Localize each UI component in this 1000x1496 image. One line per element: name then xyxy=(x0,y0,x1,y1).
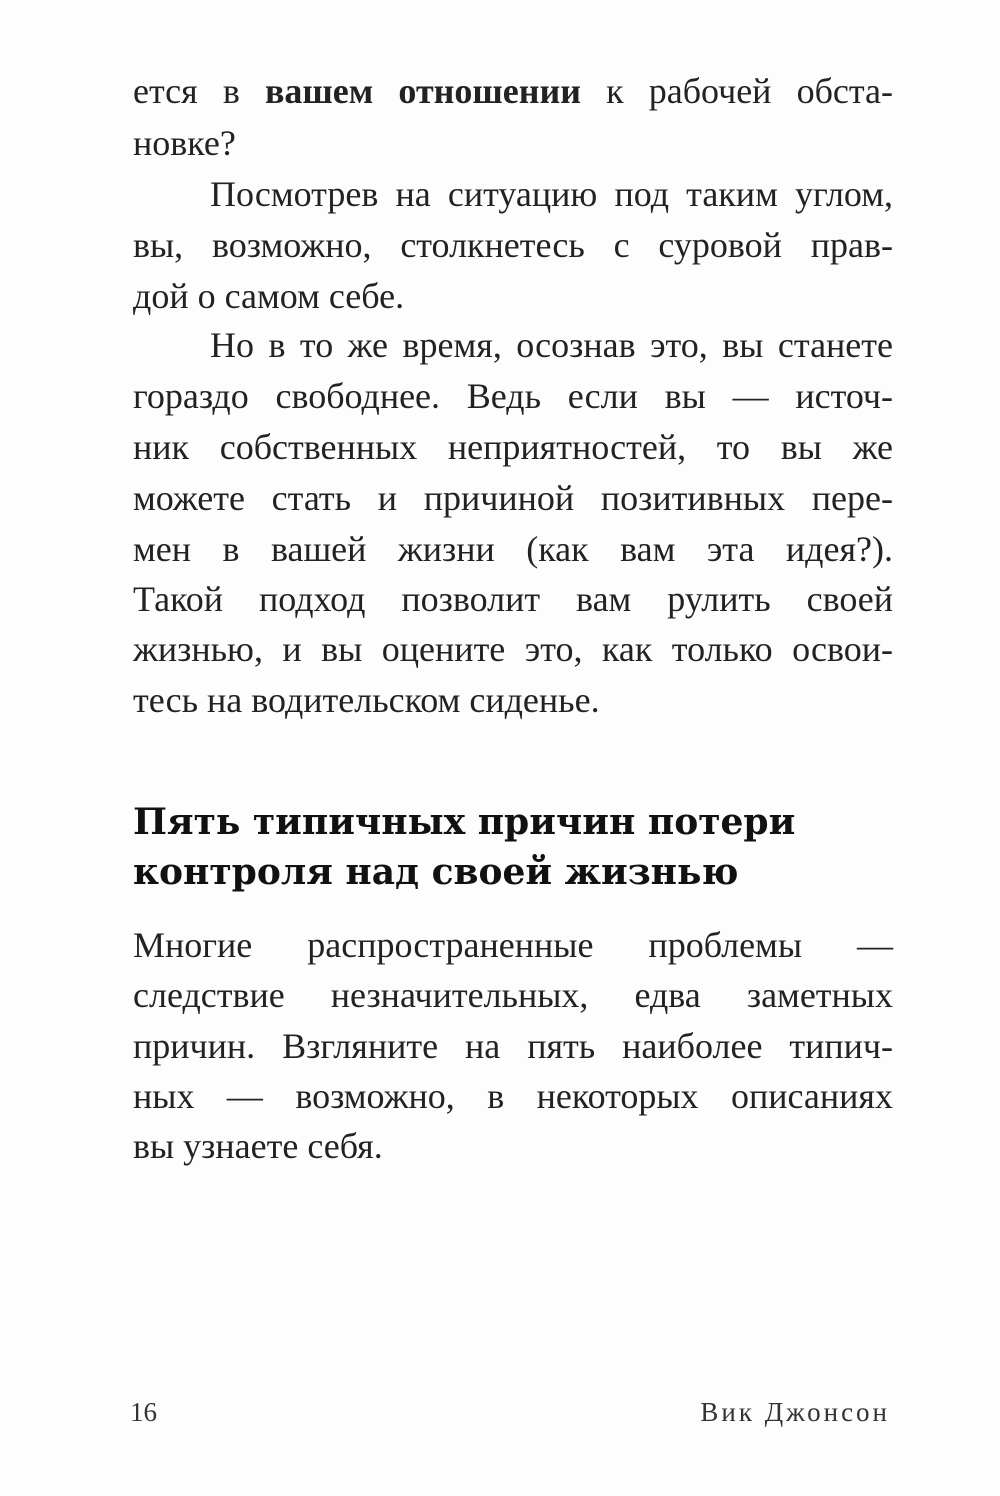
body-line: ник собственных неприятностей, то вы же xyxy=(133,427,893,467)
body-line: мен в вашей жизни (как вам эта идея?). xyxy=(133,529,893,569)
body-line: вы узнаете себя. xyxy=(133,1126,383,1166)
section-heading-line: контроля над своей жизнью xyxy=(133,851,739,893)
section-heading-line: Пять типичных причин потери xyxy=(133,801,796,843)
body-text: ется в xyxy=(133,71,265,111)
body-line: новке? xyxy=(133,123,236,163)
body-line: причин. Взгляните на пять наиболее типич- xyxy=(133,1026,893,1066)
body-text: к рабочей обста- xyxy=(580,71,893,111)
body-line: дой о самом себе. xyxy=(133,276,405,316)
page-number: 16 xyxy=(130,1397,157,1427)
body-line: ных — возможно, в некоторых описаниях xyxy=(133,1076,893,1116)
body-line: жизнью, и вы оцените это, как только освои- xyxy=(133,629,893,669)
body-line: Посмотрев на ситуацию под таким углом, xyxy=(210,174,893,214)
body-line: следствие незначительных, едва заметных xyxy=(133,975,893,1015)
body-line: вы, возможно, столкнетесь с суровой прав- xyxy=(133,225,893,265)
body-line: Такой подход позволит вам рулить своей xyxy=(133,579,893,619)
emphasis-text: вашем отношении xyxy=(264,71,581,111)
body-line: тесь на водительском сиденье. xyxy=(133,680,600,720)
running-footer-author: Вик Джонсон xyxy=(700,1397,890,1427)
body-line: можете стать и причиной позитивных пере- xyxy=(133,478,893,518)
body-line: гораздо свободнее. Ведь если вы — источ- xyxy=(133,376,893,416)
body-line: Но в то же время, осознав это, вы станете xyxy=(210,325,893,365)
body-line: Многие распространенные проблемы — xyxy=(133,925,893,965)
body-line xyxy=(133,66,893,116)
